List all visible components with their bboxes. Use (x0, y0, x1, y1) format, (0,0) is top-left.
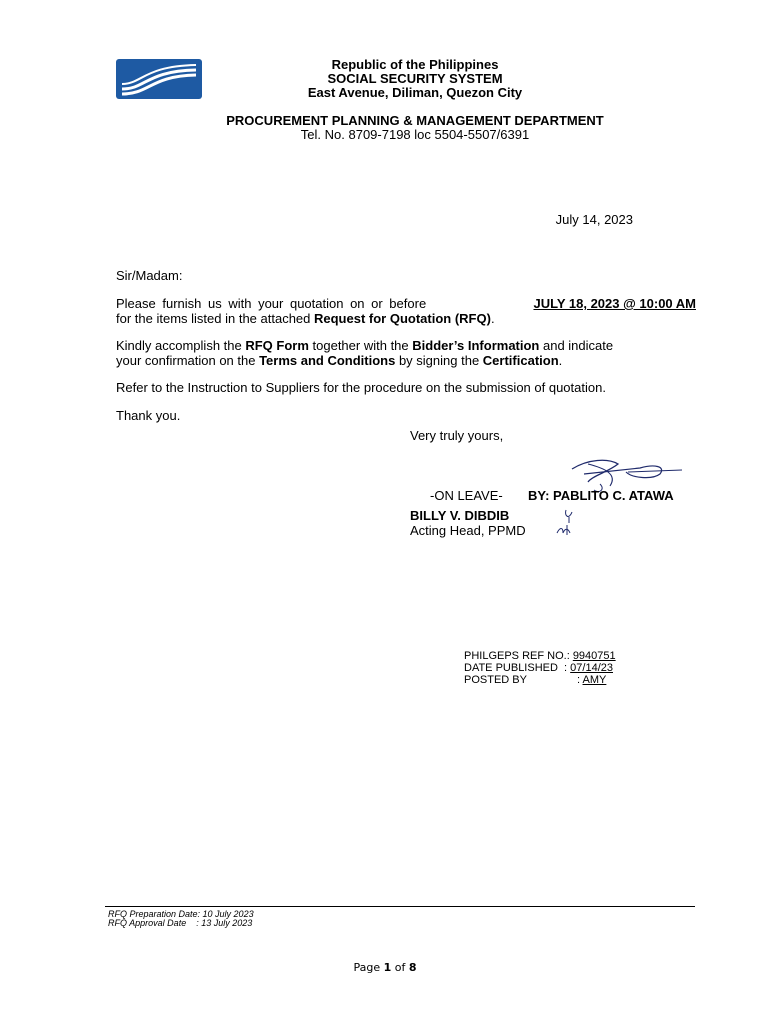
posted-label: POSTED BY (464, 674, 527, 686)
posted-value: AMY (582, 674, 607, 686)
date-label: DATE PUBLISHED : (464, 662, 568, 674)
on-leave-note: -ON LEAVE- (430, 488, 503, 503)
text-span: Kindly accomplish the (116, 338, 246, 353)
posted-colon: : (577, 674, 581, 686)
text-span: together with the (308, 338, 413, 353)
header-agency: SOCIAL SECURITY SYSTEM (327, 71, 503, 86)
thank-you: Thank you. (116, 408, 181, 423)
paragraph-instructions (116, 338, 696, 368)
letter-date: July 14, 2023 (555, 212, 633, 227)
paragraph-deadline-text-2: for the items listed in the attached (116, 311, 314, 326)
philgeps-ref (464, 650, 616, 662)
header-address: East Avenue, Diliman, Quezon City (307, 85, 523, 100)
signatory-name: BILLY V. DIBDIB (410, 508, 510, 523)
paragraph-refer: Refer to the Instruction to Suppliers for the procedure on the submission of quotation. (116, 380, 606, 395)
ref-label: PHILGEPS REF NO.: (464, 650, 570, 662)
signed-by: BY: PABLITO C. ATAWA (528, 488, 674, 503)
header-department: PROCUREMENT PLANNING & MANAGEMENT DEPARTMENT (226, 113, 604, 128)
rfq-preparation-date: RFQ Preparation Date: 10 July 2023 (108, 909, 254, 919)
page-of: of (391, 961, 409, 974)
certification-label: Certification (482, 353, 559, 368)
ref-value: 9940751 (572, 650, 616, 662)
rfq-form-label: RFQ Form (245, 338, 309, 353)
page-number (0, 961, 770, 974)
text-span: . (558, 353, 563, 368)
paragraph-deadline-text: Please furnish us with your quotation on or before (116, 296, 427, 311)
text-span: by signing the (395, 353, 483, 368)
page-total: 8 (408, 961, 417, 974)
closing: Very truly yours, (410, 428, 504, 443)
footer-divider (105, 906, 695, 907)
rfq-title: Request for Quotation (RFQ) (314, 311, 491, 326)
date-value: 07/14/23 (570, 662, 613, 674)
signatory-title: Acting Head, PPMD (410, 523, 526, 538)
deadline-date: JULY 18, 2023 @ 10:00 AM (533, 296, 696, 311)
header-telephone: Tel. No. 8709-7198 loc 5504-5507/6391 (300, 127, 530, 142)
header-republic: Republic of the Philippines (331, 57, 499, 72)
text-span: and indicate (539, 338, 614, 353)
paragraph-deadline (116, 296, 696, 326)
bidders-info-label: Bidder’s Information (412, 338, 540, 353)
initial-mark (563, 508, 575, 524)
text-span: your confirmation on the (116, 353, 260, 368)
terms-label: Terms and Conditions (259, 353, 396, 368)
initial-mark (555, 523, 573, 537)
posted-by (464, 674, 606, 686)
salutation: Sir/Madam: (116, 268, 183, 283)
period: . (490, 311, 495, 326)
date-published (464, 662, 613, 674)
page-current: 1 (383, 961, 392, 974)
rfq-approval-date: RFQ Approval Date : 13 July 2023 (108, 918, 253, 928)
page-prefix: Page (353, 961, 384, 974)
